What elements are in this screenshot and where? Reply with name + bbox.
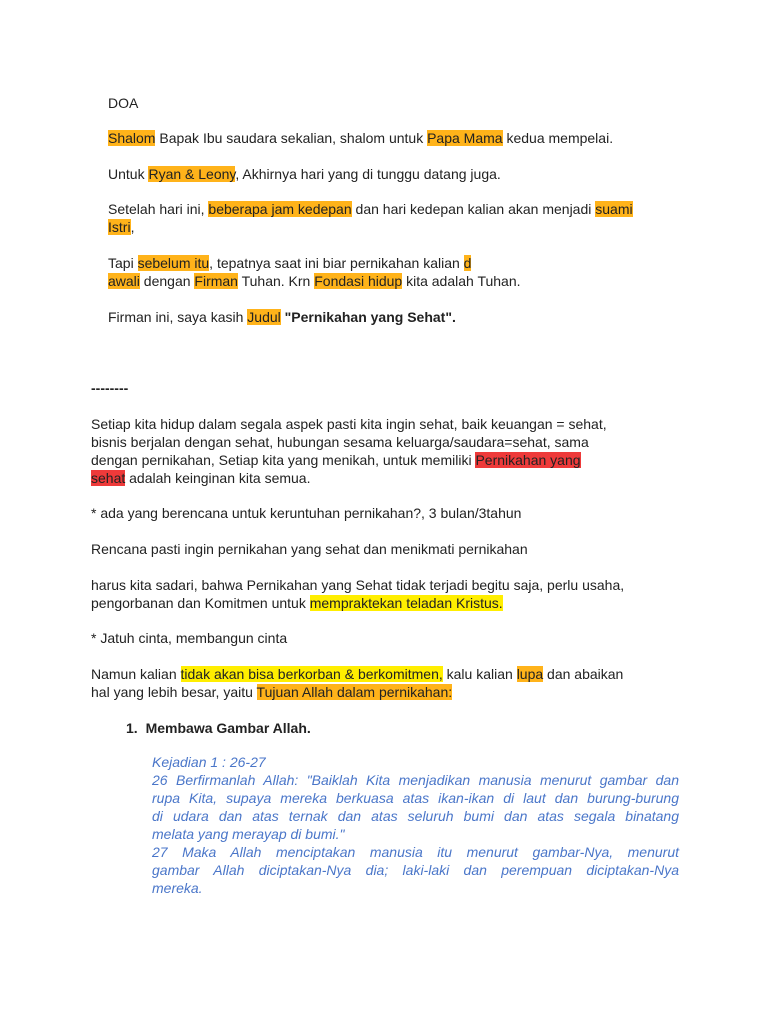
paragraph-before-line2 [108,272,521,290]
list-number: 1. [126,720,138,736]
highlight-suami: suami [595,201,633,217]
scripture-line: melata yang merayap di bumi." [152,826,345,842]
text: , tepatnya saat ini biar pernikahan kalian [209,255,464,271]
highlight-beberapa-jam: beberapa jam kedepan [208,201,352,217]
highlight-awali: awali [108,273,140,289]
text: Tapi [108,255,138,271]
paragraph-before-line1 [108,254,471,272]
text: adalah keinginan kita semua. [125,470,311,486]
highlight-sehat: sehat [91,470,126,486]
highlight-couple-names: Ryan & Leony [148,166,236,182]
separator: -------- [91,380,129,396]
paragraph-couple [108,165,501,183]
text: Bapak Ibu saudara sekalian, shalom untuk [155,130,428,146]
highlight-firman: Firman [194,273,238,289]
text: dan abaikan [543,666,624,682]
text: Untuk [108,166,149,182]
highlight-pernikahan-yang: Pernikahan yang [475,452,581,468]
sermon-title: "Pernikahan yang Sehat". [280,309,456,325]
paragraph-after-today-line1 [108,200,633,218]
paragraph-greeting [108,129,613,147]
scripture-line: di udara dan atas ternak dan atas seluruh bumi dan atas segala binatang [152,808,679,824]
scripture-line: mereka. [152,880,203,896]
highlight-istri: Istri [108,219,131,235]
text: , Akhirnya hari yang di tunggu datang juga. [235,166,501,182]
paragraph-after-today-line2 [108,218,134,236]
paragraph-however-line1 [91,665,623,683]
scripture-line: 27 Maka Allah menciptakan manusia itu menurut gambar-Nya, menurut [152,844,679,860]
text: Namun kalian [91,666,181,682]
text: kita adalah Tuhan. [402,273,521,289]
list-text: Membawa Gambar Allah. [145,720,311,736]
text: dengan pernikahan, Setiap kita yang menikah, untuk memiliki [91,452,476,468]
scripture-line: gambar Allah diciptakan-Nya dia; laki-laki dan perempuan diciptakan-Nya [152,862,679,878]
text: dan hari kedepan kalian akan menjadi [351,201,596,217]
text: kalu kalian [442,666,517,682]
paragraph-title [108,308,456,326]
paragraph-realize-line2 [91,594,503,612]
scripture-line: 26 Berfirmanlah Allah: "Baiklah Kita menjadikan manusia menurut gambar dan [152,772,679,788]
paragraph-healthy-line2: bisnis berjalan dengan sehat, hubungan sesama keluarga/saudara=sehat, sama [91,434,589,450]
paragraph-healthy-line1: Setiap kita hidup dalam segala aspek pasti kita ingin sehat, baik keuangan = sehat, [91,416,607,432]
highlight-d: d [463,255,472,271]
scripture-reference: Kejadian 1 : 26-27 [152,754,266,770]
highlight-sebelum-itu: sebelum itu [137,255,210,271]
scripture-quote [152,753,679,897]
highlight-papa-mama: Papa Mama [427,130,503,146]
text: Setelah hari ini, [108,201,209,217]
doa-title: DOA [108,95,139,111]
text: Firman ini, saya kasih [108,309,248,325]
highlight-lupa: lupa [516,666,544,682]
paragraph-realize-line1: harus kita sadari, bahwa Pernikahan yang Sehat tidak terjadi begitu saja, perlu usaha, [91,577,625,593]
highlight-shalom: Shalom [108,130,156,146]
highlight-tujuan-allah: Tujuan Allah dalam pernikahan: [256,684,453,700]
highlight-fondasi-hidup: Fondasi hidup [314,273,403,289]
text: Tuhan. Krn [237,273,315,289]
highlight-judul: Judul [247,309,281,325]
text: hal yang lebih besar, yaitu [91,684,257,700]
paragraph-note-plan: * ada yang berencana untuk keruntuhan pernikahan?, 3 bulan/3tahun [91,505,522,521]
text: , [130,219,135,235]
text: dengan [139,273,195,289]
text: pengorbanan dan Komitmen untuk [91,595,310,611]
paragraph-however-line2 [91,683,452,701]
paragraph-plan: Rencana pasti ingin pernikahan yang sehat dan menikmati pernikahan [91,541,528,557]
paragraph-love: * Jatuh cinta, membangun cinta [91,630,288,646]
highlight-teladan-kristus: mempraktekan teladan Kristus. [309,595,503,611]
paragraph-healthy-line3 [91,451,581,469]
paragraph-healthy-line4 [91,469,310,487]
list-item-1 [126,719,311,737]
scripture-line: rupa Kita, supaya mereka berkuasa atas ikan-ikan di laut dan burung-burung [152,790,679,806]
text: kedua mempelai. [502,130,614,146]
highlight-berkorban: tidak akan bisa berkorban & berkomitmen, [180,666,443,682]
